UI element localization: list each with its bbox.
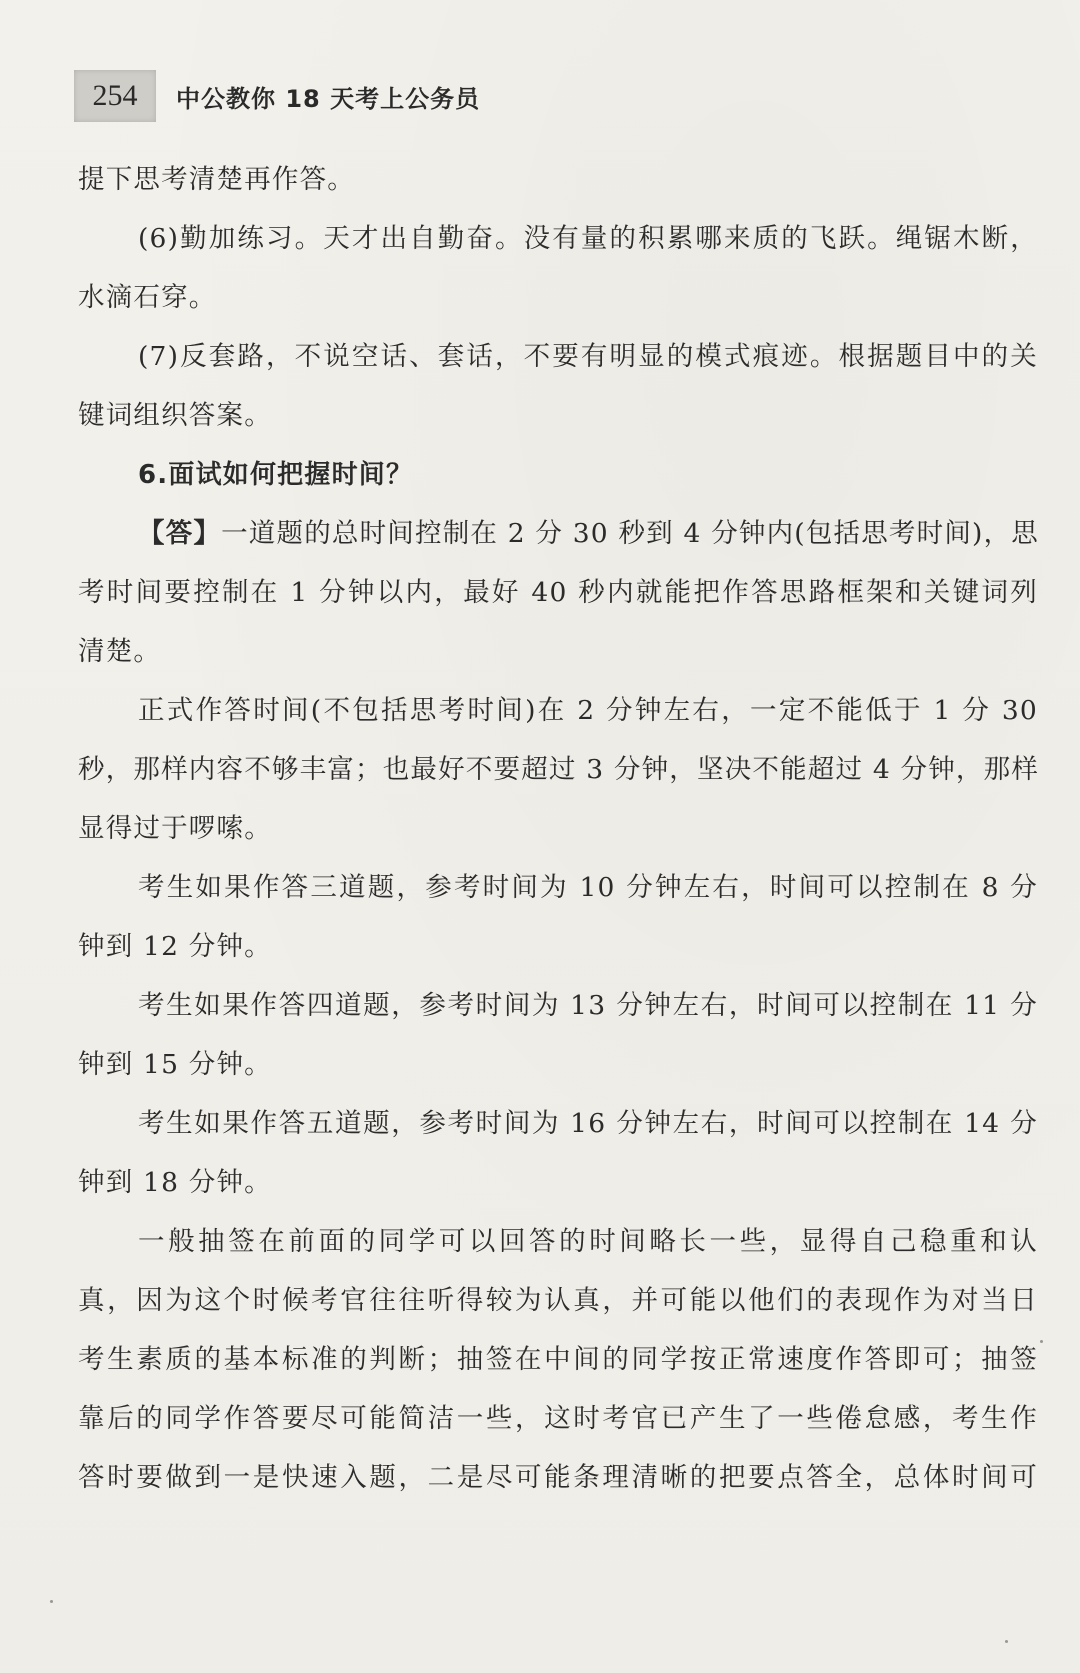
text-line: 考生如果作答四道题，参考时间为 13 分钟左右，时间可以控制在 11 分 [138,990,1038,1021]
text-line: 钟到 15 分钟。 [78,1049,272,1080]
text-line: (6)勤加练习。天才出自勤奋。没有量的积累哪来质的飞跃。绳锯木断， [138,223,1038,254]
answer-first-line [138,514,1038,554]
page-header [74,70,480,122]
text-line: 一般抽签在前面的同学可以回答的时间略长一些，显得自己稳重和认 [138,1226,1038,1257]
paper-speck [50,1600,53,1603]
text-line: 水滴石穿。 [78,282,217,313]
text-line: 秒，那样内容不够丰富；也最好不要超过 3 分钟，坚决不能超过 4 分钟，那样 [78,754,1040,785]
text-line: 清楚。 [78,636,162,667]
text-line: 一道题的总时间控制在 2 分 30 秒到 4 分钟内(包括思考时间)，思 [221,518,1039,549]
text-line: 考时间要控制在 1 分钟以内，最好 40 秒内就能把作答思路框架和关键词列 [78,577,1038,608]
running-title: 中公教你 18 天考上公务员 [176,84,481,113]
question-heading: 6.面试如何把握时间？ [138,460,414,490]
paper-speck [1040,1340,1043,1343]
text-line: 键词组织答案。 [78,400,272,431]
text-line: 考生素质的基本标准的判断；抽签在中间的同学按正常速度作答即可；抽签 [78,1344,1038,1375]
text-line: 靠后的同学作答要尽可能简洁一些，这时考官已产生了一些倦怠感，考生作 [78,1403,1038,1434]
text-line: 提下思考清楚再作答。 [78,164,355,195]
page-number: 254 [74,70,156,122]
paper-speck [1005,1640,1008,1643]
text-line: 答时要做到一是快速入题，二是尽可能条理清晰的把要点答全，总体时间可 [78,1462,1038,1493]
text-line: 显得过于啰嗦。 [78,813,272,844]
text-line: 考生如果作答三道题，参考时间为 10 分钟左右，时间可以控制在 8 分 [138,872,1038,903]
text-line: 钟到 12 分钟。 [78,931,272,962]
text-line: 真，因为这个时候考官往往听得较为认真，并可能以他们的表现作为对当日 [78,1285,1038,1316]
text-line: 钟到 18 分钟。 [78,1167,272,1198]
text-line: (7)反套路，不说空话、套话，不要有明显的模式痕迹。根据题目中的关 [138,341,1038,372]
answer-tag: 【答】 [138,518,222,549]
text-line: 考生如果作答五道题，参考时间为 16 分钟左右，时间可以控制在 14 分 [138,1108,1038,1139]
text-line: 正式作答时间(不包括思考时间)在 2 分钟左右，一定不能低于 1 分 30 [138,695,1038,726]
